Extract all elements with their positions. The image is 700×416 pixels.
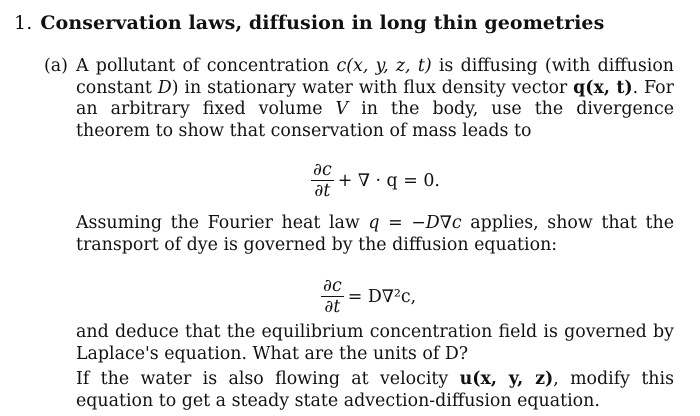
fourier-text-2: applies, show that the transport of dye is governed by the diffusion equation:: [76, 213, 674, 255]
diffusion-equation: [321, 276, 416, 317]
fraction-numerator: ∂c: [313, 160, 332, 180]
problem-number: 1.: [14, 12, 33, 34]
problem-title: Conservation laws, diffusion in long thin geometries: [40, 12, 605, 34]
intro-text-3: ) in stationary water with flux density vector: [171, 77, 574, 98]
flux-vector-symbol: q(x, t): [573, 77, 633, 98]
conservation-equation-rest: + ∇ · q = 0.: [337, 170, 440, 191]
fourier-text-1: Assuming the Fourier heat law: [76, 213, 369, 233]
advection-text-2: , modify this equation to get a steady state advection-diffusion equation.: [76, 369, 674, 411]
diffusion-equation-rest: = D∇²c,: [347, 286, 417, 307]
partial-derivative-fraction: [321, 276, 344, 317]
part-a-label: (a): [44, 56, 68, 76]
fraction-denominator: ∂t: [314, 181, 331, 201]
problem-heading: [14, 12, 604, 34]
paragraph-equilibrium: [76, 322, 674, 365]
fraction-denominator: ∂t: [324, 297, 341, 317]
intro-text-1: A pollutant of concentration: [76, 56, 337, 76]
concentration-symbol: c(x, y, z, t): [336, 56, 432, 76]
paragraph-advection: [76, 369, 674, 412]
volume-symbol: V: [335, 99, 349, 120]
paragraph-intro: [76, 56, 674, 142]
intro-text-2: is diffusing (with diffusion constant: [76, 56, 674, 98]
fraction-numerator: ∂c: [323, 276, 342, 296]
fourier-law-expression: q = −D∇c: [368, 213, 462, 233]
intro-text-5: in the body, use the divergence theorem to show that conservation of mass leads to: [76, 99, 674, 141]
advection-text-1: If the water is also flowing at velocity: [76, 369, 460, 389]
equilibrium-text: and deduce that the equilibrium concentration field is governed by Laplace's equation. What are the units of D?: [76, 322, 674, 364]
velocity-symbol: u(x, y, z): [459, 369, 554, 389]
paragraph-fourier: [76, 213, 674, 256]
partial-derivative-fraction: [311, 160, 334, 201]
diffusion-constant-symbol: D: [157, 77, 172, 98]
intro-text-4: . For an arbitrary fixed volume: [76, 77, 674, 120]
conservation-equation: [311, 160, 440, 201]
